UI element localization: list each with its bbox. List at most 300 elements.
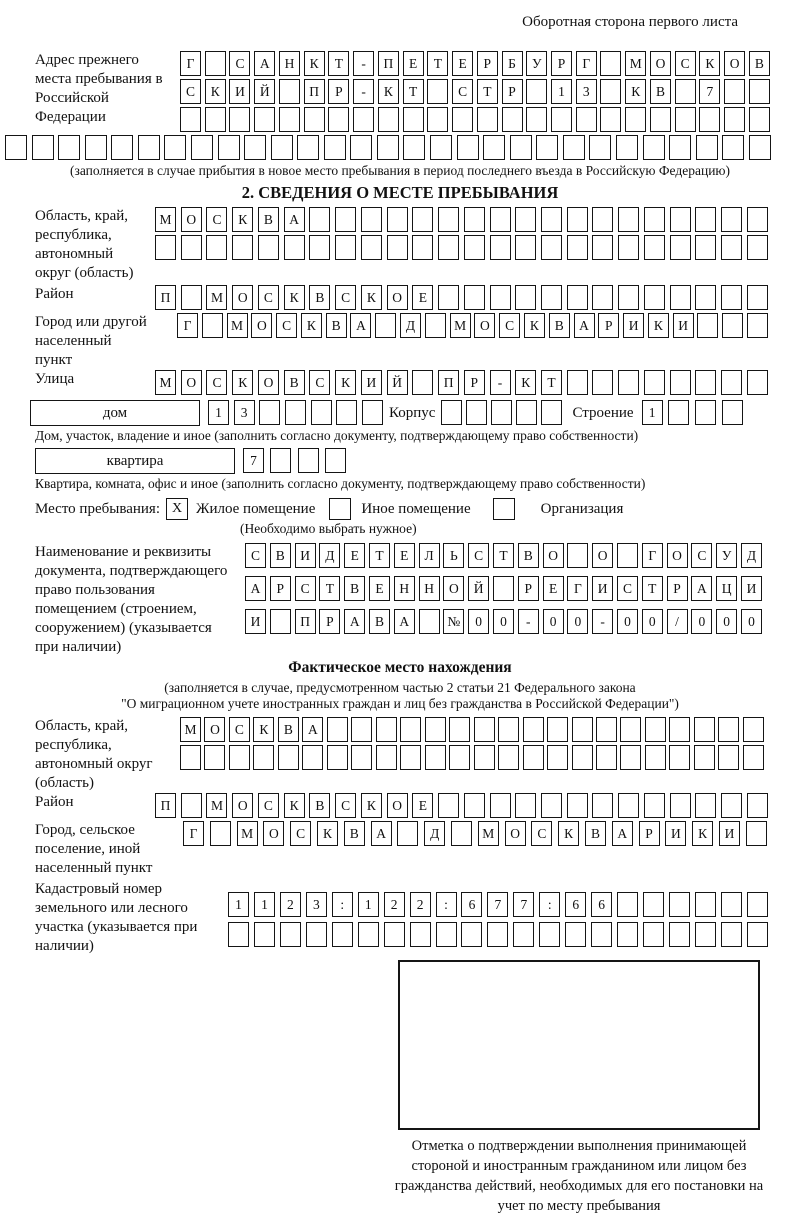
char-cell[interactable] bbox=[600, 51, 621, 76]
char-cell[interactable]: Ц bbox=[716, 576, 737, 601]
char-cell[interactable] bbox=[335, 207, 356, 232]
char-cell[interactable]: 0 bbox=[567, 609, 588, 634]
char-cell[interactable] bbox=[430, 135, 452, 160]
char-cell[interactable]: В bbox=[518, 543, 539, 568]
char-cell[interactable] bbox=[596, 717, 617, 742]
char-cell[interactable] bbox=[695, 235, 716, 260]
char-cell[interactable]: Г bbox=[642, 543, 663, 568]
char-cell[interactable] bbox=[477, 107, 498, 132]
char-cell[interactable]: А bbox=[350, 313, 371, 338]
char-cell[interactable]: О bbox=[251, 313, 272, 338]
char-cell[interactable] bbox=[254, 107, 275, 132]
char-cell[interactable] bbox=[515, 235, 536, 260]
char-cell[interactable] bbox=[695, 922, 716, 947]
char-cell[interactable] bbox=[516, 400, 537, 425]
char-cell[interactable]: С bbox=[691, 543, 712, 568]
char-cell[interactable] bbox=[270, 609, 291, 634]
char-cell[interactable] bbox=[695, 793, 716, 818]
char-cell[interactable]: Г bbox=[177, 313, 198, 338]
char-cell[interactable] bbox=[645, 717, 666, 742]
char-cell[interactable]: К bbox=[304, 51, 325, 76]
char-cell[interactable] bbox=[483, 135, 505, 160]
char-cell[interactable] bbox=[490, 207, 511, 232]
char-cell[interactable]: П bbox=[155, 285, 176, 310]
char-cell[interactable] bbox=[464, 285, 485, 310]
char-cell[interactable]: : bbox=[436, 892, 457, 917]
char-cell[interactable] bbox=[438, 235, 459, 260]
char-cell[interactable]: - bbox=[592, 609, 613, 634]
char-cell[interactable]: К bbox=[205, 79, 226, 104]
char-cell[interactable]: М bbox=[237, 821, 258, 846]
char-cell[interactable] bbox=[438, 285, 459, 310]
char-cell[interactable] bbox=[427, 79, 448, 104]
char-cell[interactable]: А bbox=[284, 207, 305, 232]
checkbox-organization[interactable] bbox=[493, 498, 515, 520]
char-cell[interactable]: А bbox=[394, 609, 415, 634]
char-cell[interactable] bbox=[229, 107, 250, 132]
char-cell[interactable] bbox=[526, 79, 547, 104]
char-cell[interactable]: Е bbox=[369, 576, 390, 601]
char-cell[interactable]: 1 bbox=[642, 400, 663, 425]
char-cell[interactable]: Е bbox=[403, 51, 424, 76]
char-cell[interactable] bbox=[696, 135, 718, 160]
char-cell[interactable]: Ь bbox=[443, 543, 464, 568]
char-cell[interactable] bbox=[228, 922, 249, 947]
char-cell[interactable]: Т bbox=[328, 51, 349, 76]
char-cell[interactable] bbox=[721, 370, 742, 395]
char-cell[interactable]: - bbox=[490, 370, 511, 395]
char-cell[interactable] bbox=[695, 400, 716, 425]
char-cell[interactable] bbox=[747, 207, 768, 232]
char-cell[interactable] bbox=[498, 717, 519, 742]
char-cell[interactable]: П bbox=[295, 609, 316, 634]
char-cell[interactable] bbox=[335, 235, 356, 260]
char-cell[interactable] bbox=[350, 135, 372, 160]
char-cell[interactable]: 2 bbox=[280, 892, 301, 917]
char-cell[interactable] bbox=[722, 313, 743, 338]
char-cell[interactable]: О bbox=[232, 285, 253, 310]
char-cell[interactable] bbox=[675, 107, 696, 132]
char-cell[interactable]: 0 bbox=[543, 609, 564, 634]
char-cell[interactable]: О bbox=[505, 821, 526, 846]
char-cell[interactable]: 2 bbox=[410, 892, 431, 917]
char-cell[interactable]: К bbox=[378, 79, 399, 104]
char-cell[interactable]: Н bbox=[419, 576, 440, 601]
char-cell[interactable] bbox=[567, 543, 588, 568]
char-cell[interactable] bbox=[749, 79, 770, 104]
char-cell[interactable]: И bbox=[665, 821, 686, 846]
char-cell[interactable]: А bbox=[245, 576, 266, 601]
char-cell[interactable] bbox=[620, 717, 641, 742]
char-cell[interactable] bbox=[510, 135, 532, 160]
char-cell[interactable] bbox=[232, 235, 253, 260]
char-cell[interactable] bbox=[351, 717, 372, 742]
char-cell[interactable] bbox=[327, 745, 348, 770]
char-cell[interactable] bbox=[670, 207, 691, 232]
char-cell[interactable] bbox=[669, 745, 690, 770]
char-cell[interactable]: С bbox=[258, 793, 279, 818]
char-cell[interactable]: Т bbox=[369, 543, 390, 568]
char-cell[interactable] bbox=[361, 207, 382, 232]
char-cell[interactable] bbox=[32, 135, 54, 160]
char-cell[interactable]: И bbox=[741, 576, 762, 601]
char-cell[interactable]: А bbox=[344, 609, 365, 634]
char-cell[interactable]: Т bbox=[427, 51, 448, 76]
char-cell[interactable] bbox=[309, 235, 330, 260]
char-cell[interactable] bbox=[304, 107, 325, 132]
char-cell[interactable]: Е bbox=[394, 543, 415, 568]
char-cell[interactable] bbox=[400, 745, 421, 770]
char-cell[interactable]: М bbox=[227, 313, 248, 338]
char-cell[interactable]: О bbox=[592, 543, 613, 568]
char-cell[interactable] bbox=[378, 107, 399, 132]
char-cell[interactable] bbox=[297, 135, 319, 160]
char-cell[interactable] bbox=[565, 922, 586, 947]
char-cell[interactable]: М bbox=[206, 285, 227, 310]
char-cell[interactable] bbox=[325, 448, 346, 473]
char-cell[interactable] bbox=[206, 235, 227, 260]
checkbox-other-premises[interactable] bbox=[329, 498, 351, 520]
char-cell[interactable] bbox=[309, 207, 330, 232]
char-cell[interactable] bbox=[218, 135, 240, 160]
char-cell[interactable]: В bbox=[270, 543, 291, 568]
char-cell[interactable]: О bbox=[387, 793, 408, 818]
char-cell[interactable] bbox=[253, 745, 274, 770]
char-cell[interactable] bbox=[425, 745, 446, 770]
char-cell[interactable] bbox=[332, 922, 353, 947]
char-cell[interactable]: Р bbox=[270, 576, 291, 601]
char-cell[interactable] bbox=[670, 370, 691, 395]
char-cell[interactable] bbox=[425, 313, 446, 338]
char-cell[interactable]: 3 bbox=[234, 400, 255, 425]
char-cell[interactable]: И bbox=[295, 543, 316, 568]
char-cell[interactable]: Й bbox=[468, 576, 489, 601]
char-cell[interactable] bbox=[493, 576, 514, 601]
char-cell[interactable]: 7 bbox=[487, 892, 508, 917]
char-cell[interactable]: К bbox=[625, 79, 646, 104]
char-cell[interactable] bbox=[617, 892, 638, 917]
char-cell[interactable]: К bbox=[699, 51, 720, 76]
char-cell[interactable]: Е bbox=[543, 576, 564, 601]
char-cell[interactable]: Т bbox=[403, 79, 424, 104]
char-cell[interactable] bbox=[600, 79, 621, 104]
char-cell[interactable]: 7 bbox=[513, 892, 534, 917]
char-cell[interactable]: П bbox=[304, 79, 325, 104]
char-cell[interactable]: 0 bbox=[691, 609, 712, 634]
char-cell[interactable] bbox=[617, 543, 638, 568]
char-cell[interactable] bbox=[669, 717, 690, 742]
char-cell[interactable]: И bbox=[623, 313, 644, 338]
char-cell[interactable] bbox=[181, 285, 202, 310]
char-cell[interactable]: С bbox=[206, 207, 227, 232]
char-cell[interactable] bbox=[721, 235, 742, 260]
char-cell[interactable] bbox=[400, 717, 421, 742]
char-cell[interactable]: 6 bbox=[591, 892, 612, 917]
char-cell[interactable] bbox=[747, 793, 768, 818]
char-cell[interactable] bbox=[464, 207, 485, 232]
char-cell[interactable]: 3 bbox=[576, 79, 597, 104]
char-cell[interactable]: Р bbox=[328, 79, 349, 104]
char-cell[interactable]: С bbox=[206, 370, 227, 395]
char-cell[interactable] bbox=[436, 922, 457, 947]
char-cell[interactable] bbox=[616, 135, 638, 160]
char-cell[interactable]: М bbox=[155, 207, 176, 232]
char-cell[interactable] bbox=[498, 745, 519, 770]
char-cell[interactable] bbox=[670, 285, 691, 310]
char-cell[interactable] bbox=[425, 717, 446, 742]
char-cell[interactable] bbox=[490, 793, 511, 818]
char-cell[interactable]: 6 bbox=[565, 892, 586, 917]
char-cell[interactable]: В bbox=[284, 370, 305, 395]
char-cell[interactable]: Е bbox=[412, 793, 433, 818]
char-cell[interactable]: И bbox=[719, 821, 740, 846]
char-cell[interactable] bbox=[643, 135, 665, 160]
char-cell[interactable] bbox=[138, 135, 160, 160]
char-cell[interactable] bbox=[384, 922, 405, 947]
char-cell[interactable]: К bbox=[284, 285, 305, 310]
char-cell[interactable] bbox=[618, 207, 639, 232]
char-cell[interactable] bbox=[721, 207, 742, 232]
char-cell[interactable] bbox=[695, 892, 716, 917]
char-cell[interactable] bbox=[596, 745, 617, 770]
char-cell[interactable] bbox=[644, 207, 665, 232]
char-cell[interactable]: Р bbox=[598, 313, 619, 338]
char-cell[interactable]: Б bbox=[502, 51, 523, 76]
char-cell[interactable] bbox=[669, 135, 691, 160]
char-cell[interactable]: Е bbox=[412, 285, 433, 310]
char-cell[interactable]: 7 bbox=[699, 79, 720, 104]
char-cell[interactable] bbox=[412, 207, 433, 232]
char-cell[interactable] bbox=[617, 922, 638, 947]
char-cell[interactable] bbox=[351, 745, 372, 770]
char-cell[interactable] bbox=[645, 745, 666, 770]
char-cell[interactable] bbox=[747, 313, 768, 338]
char-cell[interactable]: В bbox=[278, 717, 299, 742]
char-cell[interactable] bbox=[747, 285, 768, 310]
char-cell[interactable] bbox=[306, 922, 327, 947]
char-cell[interactable]: А bbox=[302, 717, 323, 742]
char-cell[interactable] bbox=[644, 793, 665, 818]
char-cell[interactable]: В bbox=[258, 207, 279, 232]
char-cell[interactable] bbox=[452, 107, 473, 132]
char-cell[interactable]: Т bbox=[319, 576, 340, 601]
char-cell[interactable] bbox=[441, 400, 462, 425]
char-cell[interactable]: - bbox=[518, 609, 539, 634]
char-cell[interactable]: Л bbox=[419, 543, 440, 568]
char-cell[interactable] bbox=[311, 400, 332, 425]
char-cell[interactable]: Р bbox=[667, 576, 688, 601]
char-cell[interactable] bbox=[244, 135, 266, 160]
char-cell[interactable] bbox=[210, 821, 231, 846]
char-cell[interactable] bbox=[279, 107, 300, 132]
char-cell[interactable]: И bbox=[592, 576, 613, 601]
char-cell[interactable]: П bbox=[438, 370, 459, 395]
char-cell[interactable]: С bbox=[468, 543, 489, 568]
char-cell[interactable] bbox=[747, 235, 768, 260]
char-cell[interactable]: О bbox=[232, 793, 253, 818]
char-cell[interactable]: К bbox=[515, 370, 536, 395]
char-cell[interactable] bbox=[721, 793, 742, 818]
char-cell[interactable] bbox=[474, 745, 495, 770]
char-cell[interactable]: У bbox=[526, 51, 547, 76]
char-cell[interactable]: С bbox=[335, 793, 356, 818]
char-cell[interactable]: К bbox=[335, 370, 356, 395]
char-cell[interactable] bbox=[567, 285, 588, 310]
char-cell[interactable] bbox=[722, 400, 743, 425]
char-cell[interactable] bbox=[513, 922, 534, 947]
char-cell[interactable]: М bbox=[478, 821, 499, 846]
char-cell[interactable] bbox=[438, 207, 459, 232]
char-cell[interactable] bbox=[457, 135, 479, 160]
char-cell[interactable] bbox=[695, 285, 716, 310]
char-cell[interactable] bbox=[258, 235, 279, 260]
char-cell[interactable] bbox=[376, 745, 397, 770]
char-cell[interactable]: К bbox=[692, 821, 713, 846]
char-cell[interactable] bbox=[576, 107, 597, 132]
char-cell[interactable]: А bbox=[612, 821, 633, 846]
char-cell[interactable] bbox=[375, 313, 396, 338]
char-cell[interactable] bbox=[592, 370, 613, 395]
char-cell[interactable] bbox=[279, 79, 300, 104]
char-cell[interactable] bbox=[670, 235, 691, 260]
char-cell[interactable]: С bbox=[295, 576, 316, 601]
char-cell[interactable] bbox=[618, 285, 639, 310]
char-cell[interactable] bbox=[353, 107, 374, 132]
char-cell[interactable]: И bbox=[361, 370, 382, 395]
char-cell[interactable]: В bbox=[344, 821, 365, 846]
char-cell[interactable] bbox=[567, 370, 588, 395]
char-cell[interactable]: С bbox=[452, 79, 473, 104]
char-cell[interactable] bbox=[361, 235, 382, 260]
checkbox-residential[interactable]: X bbox=[166, 498, 188, 520]
char-cell[interactable] bbox=[747, 892, 768, 917]
char-cell[interactable] bbox=[278, 745, 299, 770]
char-cell[interactable] bbox=[464, 235, 485, 260]
char-cell[interactable]: К bbox=[232, 207, 253, 232]
char-cell[interactable] bbox=[229, 745, 250, 770]
char-cell[interactable] bbox=[539, 922, 560, 947]
char-cell[interactable]: М bbox=[625, 51, 646, 76]
char-cell[interactable] bbox=[403, 107, 424, 132]
char-cell[interactable]: : bbox=[539, 892, 560, 917]
char-cell[interactable] bbox=[202, 313, 223, 338]
char-cell[interactable] bbox=[180, 745, 201, 770]
char-cell[interactable] bbox=[58, 135, 80, 160]
char-cell[interactable]: К bbox=[361, 285, 382, 310]
char-cell[interactable] bbox=[328, 107, 349, 132]
char-cell[interactable]: 3 bbox=[306, 892, 327, 917]
char-cell[interactable]: - bbox=[353, 51, 374, 76]
char-cell[interactable]: С bbox=[245, 543, 266, 568]
char-cell[interactable]: 1 bbox=[228, 892, 249, 917]
char-cell[interactable]: В bbox=[650, 79, 671, 104]
char-cell[interactable]: В bbox=[309, 285, 330, 310]
char-cell[interactable] bbox=[205, 51, 226, 76]
char-cell[interactable] bbox=[589, 135, 611, 160]
char-cell[interactable]: Й bbox=[387, 370, 408, 395]
char-cell[interactable]: В bbox=[344, 576, 365, 601]
char-cell[interactable] bbox=[563, 135, 585, 160]
char-cell[interactable]: О bbox=[650, 51, 671, 76]
char-cell[interactable]: Д bbox=[424, 821, 445, 846]
char-cell[interactable]: И bbox=[673, 313, 694, 338]
char-cell[interactable] bbox=[541, 235, 562, 260]
char-cell[interactable] bbox=[181, 793, 202, 818]
char-cell[interactable] bbox=[515, 207, 536, 232]
char-cell[interactable] bbox=[747, 922, 768, 947]
char-cell[interactable] bbox=[618, 235, 639, 260]
char-cell[interactable]: Р bbox=[551, 51, 572, 76]
char-cell[interactable] bbox=[449, 745, 470, 770]
char-cell[interactable]: С bbox=[276, 313, 297, 338]
char-cell[interactable] bbox=[271, 135, 293, 160]
char-cell[interactable]: С bbox=[180, 79, 201, 104]
char-cell[interactable] bbox=[387, 235, 408, 260]
char-cell[interactable]: Г bbox=[567, 576, 588, 601]
char-cell[interactable] bbox=[270, 448, 291, 473]
char-cell[interactable] bbox=[572, 745, 593, 770]
char-cell[interactable] bbox=[502, 107, 523, 132]
char-cell[interactable] bbox=[618, 793, 639, 818]
char-cell[interactable] bbox=[377, 135, 399, 160]
char-cell[interactable] bbox=[718, 745, 739, 770]
char-cell[interactable] bbox=[669, 892, 690, 917]
char-cell[interactable]: Н bbox=[394, 576, 415, 601]
char-cell[interactable] bbox=[298, 448, 319, 473]
char-cell[interactable] bbox=[746, 821, 767, 846]
char-cell[interactable]: Е bbox=[452, 51, 473, 76]
char-cell[interactable] bbox=[567, 235, 588, 260]
char-cell[interactable] bbox=[697, 313, 718, 338]
char-cell[interactable]: С bbox=[229, 51, 250, 76]
char-cell[interactable]: В bbox=[326, 313, 347, 338]
char-cell[interactable] bbox=[474, 717, 495, 742]
char-cell[interactable]: 0 bbox=[493, 609, 514, 634]
char-cell[interactable] bbox=[419, 609, 440, 634]
char-cell[interactable]: Г bbox=[180, 51, 201, 76]
char-cell[interactable]: Т bbox=[642, 576, 663, 601]
char-cell[interactable]: Т bbox=[493, 543, 514, 568]
char-cell[interactable] bbox=[205, 107, 226, 132]
char-cell[interactable] bbox=[591, 922, 612, 947]
char-cell[interactable] bbox=[541, 400, 562, 425]
char-cell[interactable]: К bbox=[253, 717, 274, 742]
char-cell[interactable] bbox=[438, 793, 459, 818]
char-cell[interactable]: М bbox=[206, 793, 227, 818]
char-cell[interactable]: О bbox=[263, 821, 284, 846]
char-cell[interactable]: К bbox=[317, 821, 338, 846]
char-cell[interactable] bbox=[449, 717, 470, 742]
char-cell[interactable]: И bbox=[229, 79, 250, 104]
char-cell[interactable] bbox=[620, 745, 641, 770]
char-cell[interactable] bbox=[721, 892, 742, 917]
char-cell[interactable]: / bbox=[667, 609, 688, 634]
char-cell[interactable]: С bbox=[309, 370, 330, 395]
char-cell[interactable] bbox=[668, 400, 689, 425]
char-cell[interactable] bbox=[547, 717, 568, 742]
char-cell[interactable] bbox=[592, 207, 613, 232]
char-cell[interactable]: К bbox=[361, 793, 382, 818]
char-cell[interactable]: С bbox=[229, 717, 250, 742]
char-cell[interactable] bbox=[336, 400, 357, 425]
char-cell[interactable] bbox=[302, 745, 323, 770]
char-cell[interactable] bbox=[376, 717, 397, 742]
char-cell[interactable]: С bbox=[617, 576, 638, 601]
char-cell[interactable] bbox=[747, 370, 768, 395]
char-cell[interactable] bbox=[721, 922, 742, 947]
char-cell[interactable] bbox=[572, 717, 593, 742]
char-cell[interactable] bbox=[523, 745, 544, 770]
